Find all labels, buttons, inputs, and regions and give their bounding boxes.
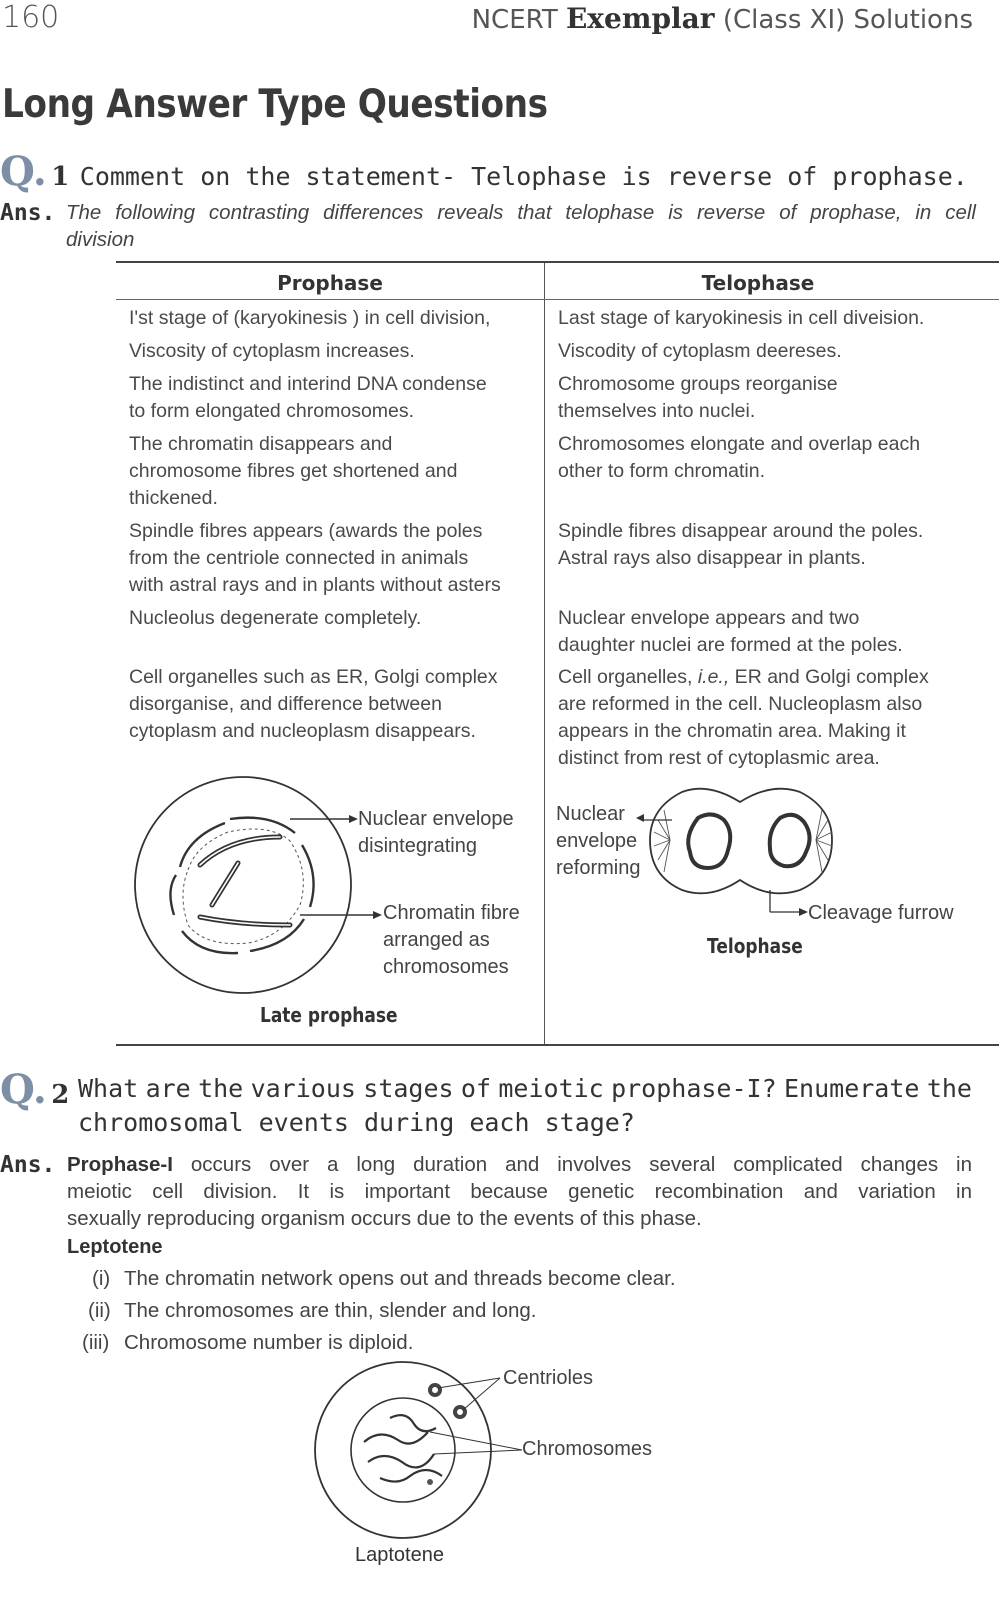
table-top-rule — [116, 261, 999, 263]
prophase-cell-6 — [129, 605, 539, 632]
prophase-line: The indistinct and interind DNA condense — [129, 373, 487, 395]
point-num: (ii) — [88, 1299, 111, 1322]
q2-word: Enumerate — [784, 1074, 920, 1103]
fig-label-line: reforming — [556, 857, 641, 879]
q2-mark: Q. — [0, 1066, 47, 1113]
header-series: NCERT — [471, 5, 558, 35]
q2-word: of — [460, 1074, 492, 1103]
fig-label-line: chromosomes — [383, 956, 509, 978]
q2-word: the — [926, 1074, 972, 1103]
telophase-cell-3 — [558, 371, 978, 425]
q2-word: the — [198, 1074, 244, 1103]
q1-ans-line2: division — [66, 228, 135, 251]
telophase-diagram — [620, 780, 920, 920]
q2-ans-line1 — [67, 1151, 972, 1178]
telophase-line: other to form chromatin. — [558, 460, 765, 482]
prophase-line: to form elongated chromosomes. — [129, 400, 415, 422]
point-num: (i) — [92, 1267, 111, 1290]
telophase-line: are reformed in the cell. Nucleoplasm also — [558, 693, 923, 715]
telophase-line: Nuclear envelope appears and two — [558, 607, 860, 629]
telophase-text: Cell organelles, — [558, 666, 698, 688]
q2-word: are — [145, 1074, 191, 1103]
telophase-line: Viscodity of cytoplasm deereses. — [558, 340, 842, 362]
leptotene-caption: Laptotene — [355, 1544, 444, 1566]
prophase-line: from the centriole connected in animals — [129, 547, 469, 569]
q2-point-2 — [88, 1299, 537, 1323]
prophase-line: disorganise, and difference between — [129, 693, 442, 715]
prophase-cell-2 — [129, 338, 539, 365]
prophase-line: cytoplasm and nucleoplasm disappears. — [129, 720, 476, 742]
table-header-telophase: Telophase — [701, 271, 815, 295]
telophase-line: daughter nuclei are formed at the poles. — [558, 634, 903, 656]
fig-label-line: arranged as — [383, 929, 490, 951]
telophase-cell-6 — [558, 605, 978, 659]
q2-text-line1 — [78, 1074, 972, 1103]
q2-word: various — [250, 1074, 356, 1103]
prophase-line: I'st stage of (karyokinesis ) in cell division, — [129, 307, 491, 329]
q2-word: prophase-I? — [611, 1074, 777, 1103]
prophase-cell-4 — [129, 431, 539, 512]
telophase-line: distinct from rest of cytoplasmic area. — [558, 747, 880, 769]
q2-ans-line3: sexually reproducing organism occurs due to the events of this phase. — [67, 1207, 702, 1230]
telophase-text: ER and Golgi complex — [729, 666, 929, 688]
table-column-divider — [544, 263, 545, 1045]
prophase-line: chromosome fibres get shortened and — [129, 460, 458, 482]
prophase-line: The chromatin disappears and — [129, 433, 393, 455]
prophase-fig-label-chromatin — [383, 900, 520, 981]
q2-word: What — [78, 1074, 139, 1103]
q2-word: stages — [363, 1074, 454, 1103]
fig-label-line: disintegrating — [358, 835, 477, 857]
fig-label-line: Nuclear envelope — [358, 808, 514, 830]
telophase-line: Spindle fibres disappear around the poles. — [558, 520, 924, 542]
leptotene-label-chromosomes: Chromosomes — [522, 1438, 653, 1460]
telophase-line: Chromosomes elongate and overlap each — [558, 433, 921, 455]
point-text: Chromosome number is diploid. — [124, 1331, 414, 1354]
q1-ans-line1: The following contrasting differences reveals that telophase is reverse of prophase, in cell — [66, 201, 976, 224]
point-text: The chromosomes are thin, slender and long. — [124, 1299, 537, 1322]
telophase-line: Last stage of karyokinesis in cell diveision. — [558, 307, 925, 329]
prophase-line: with astral rays and in plants without asters — [129, 574, 501, 596]
telophase-ie: i.e., — [697, 666, 730, 688]
point-text: The chromatin network opens out and threads become clear. — [124, 1267, 676, 1290]
prophase-line: thickened. — [129, 487, 218, 509]
page-number: 160 — [2, 0, 60, 35]
q2-point-3 — [82, 1331, 413, 1355]
header-brand: Exemplar — [565, 2, 715, 35]
telophase-cell-5 — [558, 518, 978, 572]
q2-subhead-leptotene: Leptotene — [67, 1236, 163, 1258]
q1-mark: Q. — [0, 148, 47, 195]
q2-ans-bold: Prophase-I — [67, 1153, 173, 1176]
telophase-cell-2 — [558, 338, 978, 365]
table-bottom-rule — [116, 1044, 999, 1046]
telophase-line: Astral rays also disappear in plants. — [558, 547, 866, 569]
prophase-cell-1 — [129, 305, 539, 332]
q1-text: Comment on the statement- Telophase is reverse of prophase. — [79, 162, 968, 191]
telophase-cell-4 — [558, 431, 978, 485]
telophase-line: themselves into nuclei. — [558, 400, 756, 422]
telophase-line-mixed — [558, 664, 978, 691]
q2-ans-line2: meiotic cell division. It is important because genetic recombination and variation in — [67, 1180, 972, 1203]
prophase-fig-caption: Late prophase — [260, 1003, 398, 1027]
header-subtitle: (Class XI) Solutions — [722, 5, 973, 35]
telophase-fig-caption: Telophase — [707, 934, 803, 958]
telophase-line: appears in the chromatin area. Making it — [558, 720, 906, 742]
running-header — [472, 2, 973, 35]
fig-label-line: envelope — [556, 830, 638, 852]
fig-label-line: Nuclear — [556, 803, 625, 825]
telophase-line: Chromosome groups reorganise — [558, 373, 838, 395]
q2-number: 2 — [51, 1080, 70, 1110]
table-header-prophase: Prophase — [277, 271, 383, 295]
prophase-line: Cell organelles such as ER, Golgi complex — [129, 666, 498, 688]
telophase-fig-label-furrow: Cleavage furrow — [808, 902, 954, 924]
prophase-line: Viscosity of cytoplasm increases. — [129, 340, 415, 362]
q2-ans-rest: occurs over a long duration and involves several complicated changes in — [172, 1153, 972, 1176]
telophase-fig-label-envelope — [556, 801, 640, 882]
q1-number: 1 — [51, 162, 70, 192]
q1-ans-label: Ans. — [0, 200, 56, 226]
prophase-fig-label-envelope — [358, 806, 514, 860]
question-2 — [0, 1066, 69, 1113]
table-header-rule — [116, 299, 999, 300]
leptotene-label-centrioles: Centrioles — [503, 1367, 594, 1389]
telophase-cell-1 — [558, 305, 978, 332]
q2-ans-label: Ans. — [0, 1152, 56, 1178]
leptotene-diagram — [310, 1358, 530, 1548]
prophase-cell-3 — [129, 371, 539, 425]
q2-point-1 — [92, 1267, 676, 1291]
fig-label-line: Chromatin fibre — [383, 902, 520, 924]
q2-word: meiotic — [498, 1074, 604, 1103]
prophase-cell-5 — [129, 518, 539, 599]
prophase-cell-7 — [129, 664, 539, 745]
point-num: (iii) — [82, 1331, 110, 1354]
telophase-cell-7 — [558, 664, 978, 772]
prophase-line: Nucleolus degenerate completely. — [129, 607, 422, 629]
section-title: Long Answer Type Questions — [2, 82, 548, 127]
question-1 — [0, 148, 968, 195]
q2-text-line2: chromosomal events during each stage? — [78, 1108, 635, 1137]
prophase-line: Spindle fibres appears (awards the poles — [129, 520, 483, 542]
